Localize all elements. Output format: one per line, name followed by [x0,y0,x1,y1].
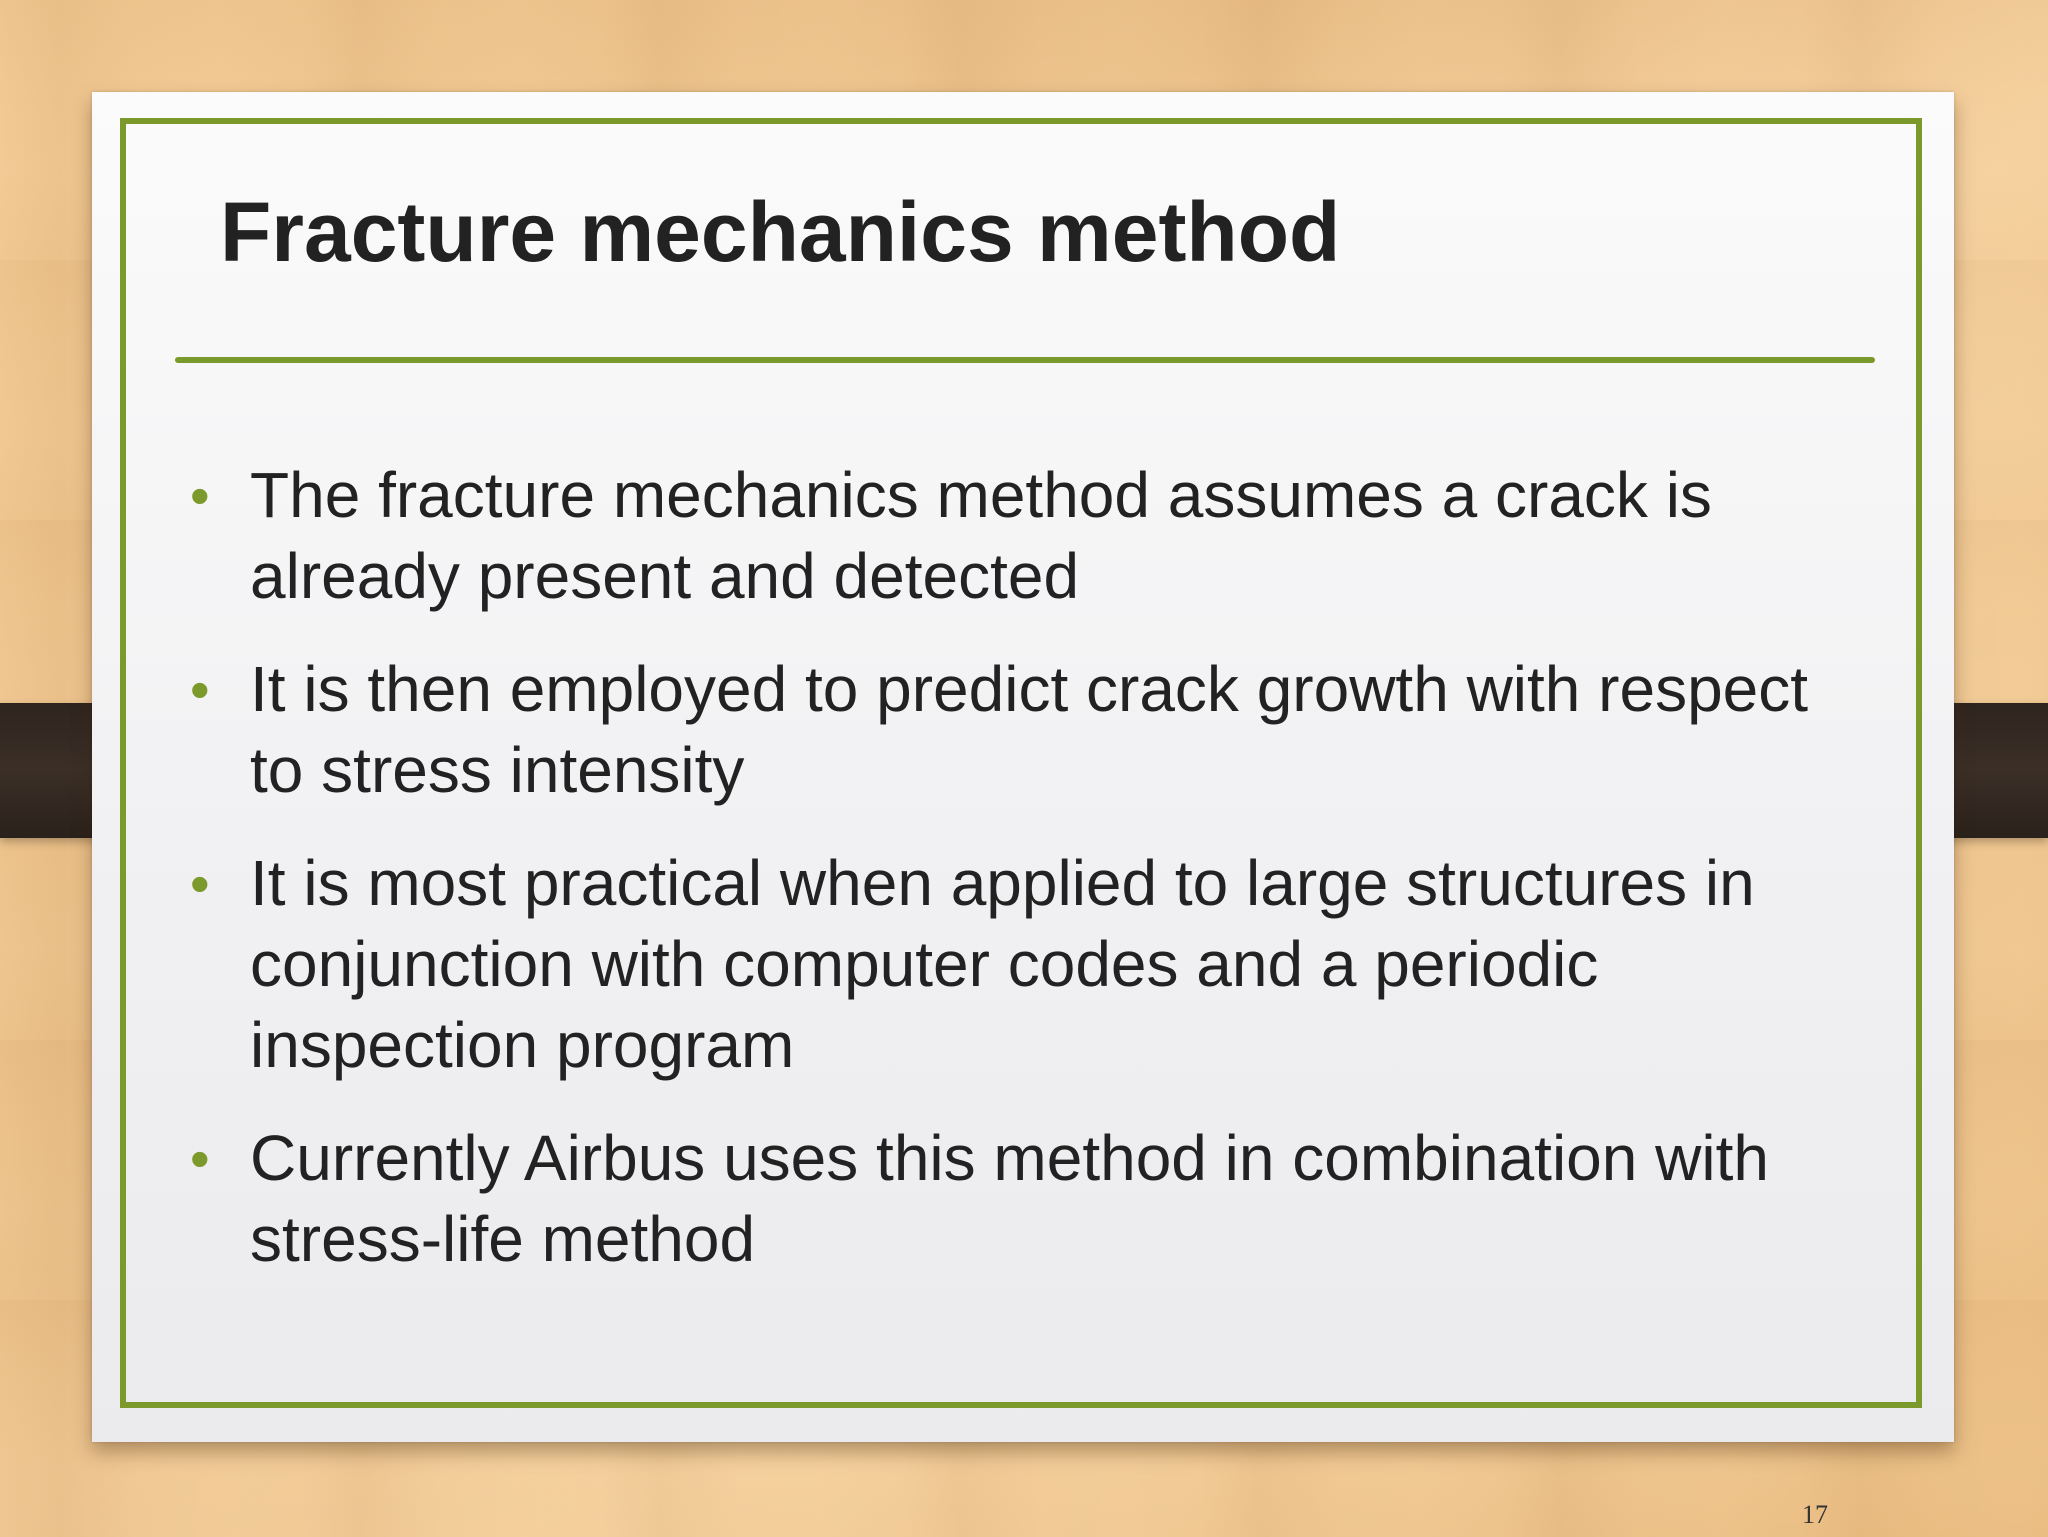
page-number: 17 [1802,1500,1828,1529]
title-divider [175,357,1875,363]
bullet-item-4 [190,1118,1870,1280]
bullet-text-3: It is most practical when applied to large structures in conjunction with computer codes and a periodic inspection program [250,847,1755,1081]
bullet-text-2: It is then employed to predict crack growth with respect to stress intensity [250,653,1809,806]
bullet-item-2 [190,649,1870,811]
bullet-text-1: The fracture mechanics method assumes a crack is already present and detected [250,459,1712,612]
bullet-dot-icon: • [190,464,210,527]
bullet-dot-icon: • [190,852,210,915]
bullet-item-3 [190,843,1870,1086]
bullet-list [190,455,1870,1312]
bullet-text-4: Currently Airbus uses this method in combination with stress-life method [250,1122,1769,1275]
bullet-item-1 [190,455,1870,617]
bullet-dot-icon: • [190,658,210,721]
slide-title: Fracture mechanics method [220,185,1341,279]
bullet-dot-icon: • [190,1127,210,1190]
